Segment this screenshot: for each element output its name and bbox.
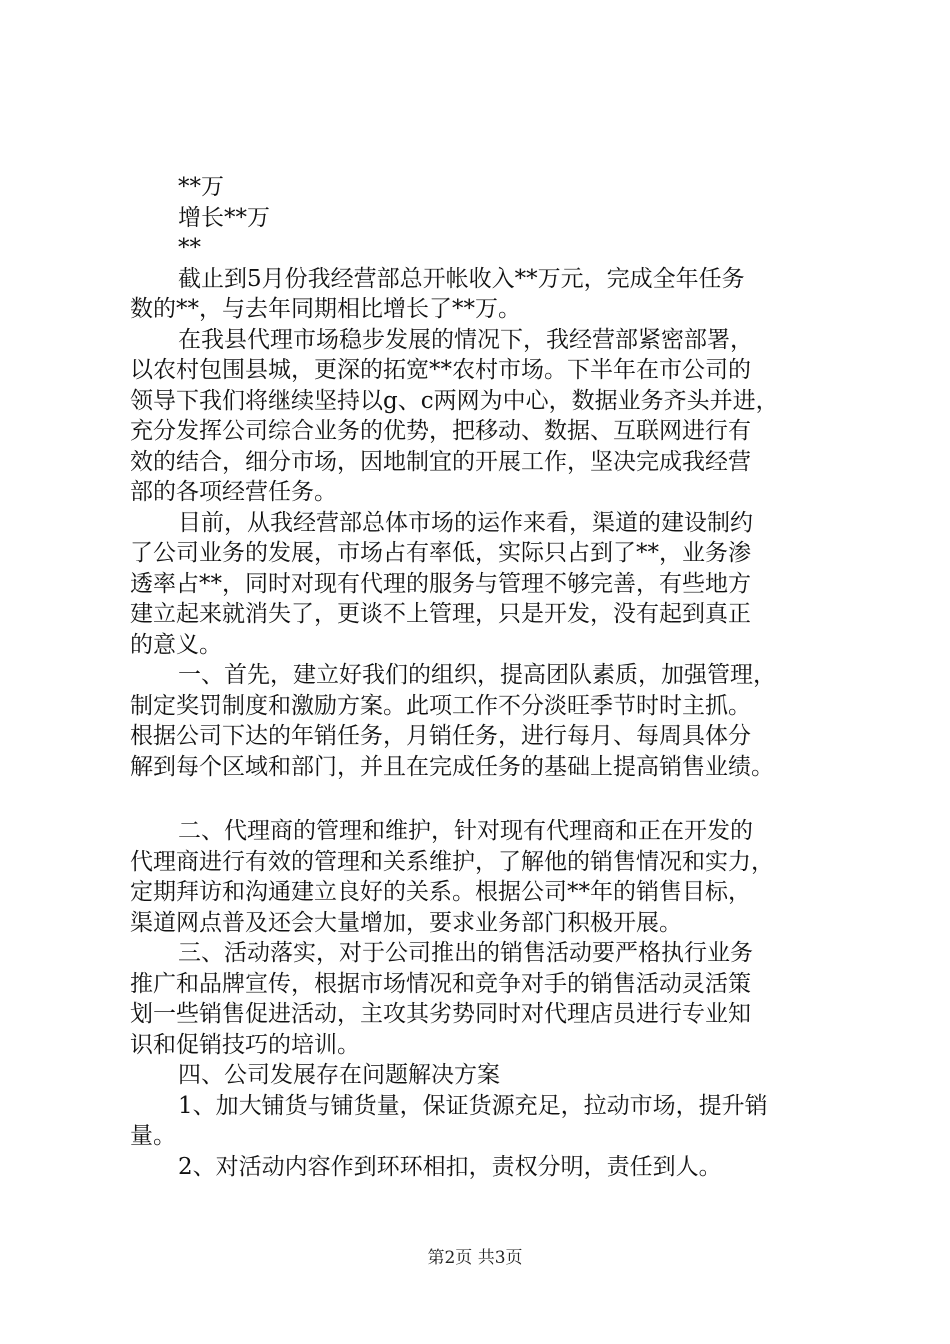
- paragraph-item-three: 三、活动落实，对于公司推出的销售活动要严格执行业务 推广和品牌宣传，根据市场情况和竞争对手的销售活动灵活策 划一些销售促进活动，主攻其劣势同时对代理店员进行专业知 识和促销技巧的培训。: [130, 940, 753, 1058]
- paragraph-revenue: 截止到5月份我经营部总开帐收入**万元，完成全年任务 数的**，与去年同期相比增长了**万。: [130, 265, 745, 322]
- paragraph-solution-two: 2、对活动内容作到环环相扣，责权分明，责任到人。: [178, 1153, 722, 1180]
- line-growth: 增长**万: [178, 204, 270, 231]
- paragraph-gap: [130, 782, 830, 816]
- paragraph-item-two: 二、代理商的管理和维护，针对现有代理商和正在开发的 代理商进行有效的管理和关系维护，了解他的销售情况和实力， 定期拜访和沟通建立良好的关系。根据公司**年的销售目标， 渠道网点普及还会大量增加，要求业务部门积极开展。: [130, 818, 774, 936]
- page-footer: 第2页 共3页: [427, 1248, 523, 1268]
- document-body: [130, 172, 830, 1182]
- paragraph-item-four: 四、公司发展存在问题解决方案: [178, 1062, 500, 1088]
- paragraph-channel: 目前，从我经营部总体市场的运作来看，渠道的建设制约 了公司业务的发展，市场占有率低，实际只占到了**，业务渗 透率占**，同时对现有代理的服务与管理不够完善，有些地方 建立起来就消失了，更谈不上管理，只是开发，没有起到真正 的意义。: [130, 509, 753, 658]
- line-placeholder: **: [178, 235, 201, 261]
- paragraph-solution-one: 1、加大铺货与铺货量，保证货源充足，拉动市场，提升销 量。: [130, 1092, 768, 1149]
- paragraph-item-one: 一、首先，建立好我们的组织，提高团队素质，加强管理， 制定奖罚制度和激励方案。此项工作不分淡旺季节时时主抓。 根据公司下达的年销任务，月销任务，进行每月、每周具体分 解到每个区域和部门，并且在完成任务的基础上提高销售业绩。: [130, 662, 776, 780]
- paragraph-market: 在我县代理市场稳步发展的情况下，我经营部紧密部署， 以农村包围县城，更深的拓宽**农村市场。下半年在市公司的 领导下我们将继续坚持以g、c两网为中心，数据业务齐头并进， 充分发挥公司综合业务的优势，把移动、数据、互联网进行有 效的结合，细分市场，因地制宜的开展工作，坚决完成我经营 部的各项经营任务。: [130, 326, 779, 505]
- line-amount: **万: [178, 174, 224, 200]
